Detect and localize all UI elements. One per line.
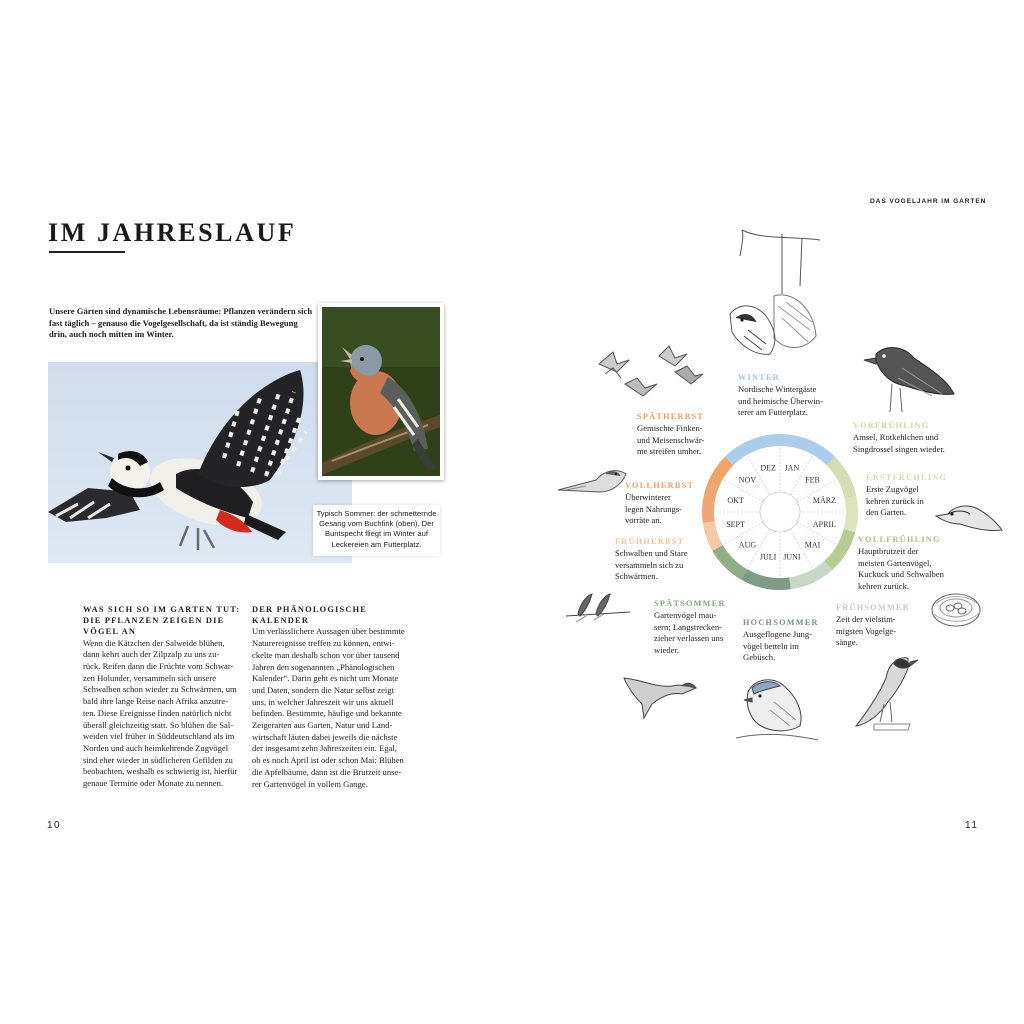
nest-sketch: [928, 586, 984, 630]
season-fruehsommer: [836, 602, 910, 649]
season-name: FRÜHHERBST: [615, 537, 685, 546]
swallow-sketch: [622, 670, 698, 720]
page-number-left: 10: [47, 820, 62, 831]
text-column-left: [83, 604, 247, 790]
wheel-month-label: JUNI: [783, 552, 801, 562]
season-winter: [738, 372, 823, 419]
title-underline: [49, 251, 125, 253]
running-head: DAS VOGELJAHR IM GARTEN: [870, 198, 987, 205]
column-heading: DER PHÄNOLOGISCHE KALENDER: [252, 605, 368, 626]
season-name: VOLLHERBST: [625, 481, 695, 490]
blackbird-sketch: [862, 338, 958, 416]
phenology-wheel: [700, 432, 860, 592]
season-vollherbst: [625, 480, 694, 527]
text-column-right: [252, 604, 416, 790]
warbler-sketch: [932, 494, 1004, 538]
column-body: Wenn die Kätzchen der Salweide blühen, dann kehrt auch der Zilpzalp zu uns zu- rück. Reifen dann die Früchte vom Schwar- zen Holunder, versammeln sich unsere Schwalben schon wieder zu Schwärmen, um bald ihre lange Reise nach Afrika anzutre- ten. Diese Ereignisse finden natürlich nicht überall gleichzeitig statt. So blühen die Sal- weiden viel früher in Süddeutschland als im Norden und auch heimkehrende Zugvögel sind eher wieder in südlicheren Gefilden zu beobachten, weshalb es schwierig ist, hierfür genaue Termine oder Monate zu nennen.: [83, 637, 238, 789]
column-body: Um verlässlichere Aussagen über bestimmte Naturereignisse treffen zu können, entwi- ckelte man deshalb schon vor über tausend Jahren den sogenannten „Phänologischen Kalender“. Darin geht es nicht um Monate und Daten, sondern die Natur selbst zeigt uns, in welcher Jahreszeit wir uns aktuell befinden. Bestimmte, häufige und bekannte Zeigerarten aus Garten, Natur und Land- wirtschaft läuten dabei jeweils die nächste der insgesamt zehn Jahreszeiten ein. Egal, ob es noch April ist oder schon Mai: Blühen die Apfelbäume, dann ist die Brutzeit unse- rer Gartenvögel in vollem Gange.: [252, 626, 405, 789]
season-desc: Gemischte Finken- und Meisenschwär- me streifen umher.: [637, 422, 705, 457]
season-desc: Nordische Wintergäste und heimische Überwin- terer am Futterplatz.: [738, 383, 823, 418]
intro-text: Unsere Gärten sind dynamische Lebensräume: Pflanzen verändern sich fast täglich – genauso die Vogelgesellschaft, da ist ständig Bewegung drin, auch noch mitten im Winter.: [49, 306, 313, 340]
page-title: IM JAHRESLAUF: [48, 218, 297, 247]
fieldfare-sketch: [556, 460, 628, 504]
season-name: HOCHSOMMER: [743, 618, 819, 627]
bluetit-sketch: [734, 672, 820, 746]
wheel-month-label: DEZ: [760, 463, 776, 473]
season-spaetherbst: [637, 411, 704, 458]
wheel-month-label: AUG: [738, 540, 757, 550]
wheel-month-label: FEB: [805, 475, 820, 485]
woodpecker-photo: [48, 362, 352, 563]
chaffinch-photo: [318, 303, 444, 480]
season-desc: Überwinterer legen Nahrungs- vorräte an.: [625, 491, 683, 526]
wheel-month-label: JAN: [784, 463, 800, 473]
season-desc: Zeit der vielstim- migsten Vogelge- sänge.: [836, 613, 897, 648]
wheel-season-segment: [844, 496, 858, 532]
season-hochsommer: [743, 617, 819, 664]
photo-caption: Typisch Sommer: der schmetternde Gesang vom Buchfink (oben). Der Buntspecht fliegt im Winter auf Leckereien am Futterplatz.: [313, 505, 440, 556]
page-number-right: 11: [965, 820, 979, 831]
season-vollfruehling: [858, 534, 944, 593]
season-desc: Schwalben und Stare versammeln sich zu Schwärmen.: [615, 547, 688, 582]
wheel-month-label: SEPT: [726, 519, 745, 529]
season-name: SPÄTHERBST: [637, 412, 705, 421]
season-name: FRÜHSOMMER: [836, 603, 910, 612]
wheel-month-label: MAI: [804, 540, 821, 550]
season-name: WINTER: [738, 373, 780, 382]
season-name: ERSTFRÜHLING: [866, 473, 948, 482]
woodpecker-feeder-sketch: [722, 226, 826, 366]
swallows-on-wire-sketch: [566, 590, 630, 622]
wheel-month-label: MÄRZ: [812, 496, 836, 506]
season-name: VOLLFRÜHLING: [858, 535, 941, 544]
column-heading: WAS SICH SO IM GARTEN TUT: DIE PFLANZEN ZEIGEN DIE VÖGEL AN: [83, 605, 241, 637]
wheel-month-label: NOV: [738, 475, 757, 485]
wheel-month-label: JULI: [759, 552, 777, 562]
season-desc: Gartenvögel mau- sern; Langstrecken- zieher verlassen uns wieder.: [654, 609, 724, 656]
season-desc: Hauptbrutzeit der meisten Gartenvögel, Kuckuck und Schwalben kehren zurück.: [858, 545, 944, 592]
season-name: VORFRÜHLING: [853, 421, 930, 430]
season-desc: Erste Zugvögel kehren zurück in den Garten.: [866, 483, 924, 518]
redstart-sketch: [850, 652, 920, 736]
finch-flock-sketch: [595, 344, 705, 406]
season-fruehherbst: [615, 536, 688, 583]
season-vorfruehling: [853, 420, 945, 455]
season-desc: Ausgeflogene Jung- vögel betteln im Gebüsch.: [743, 628, 812, 663]
wheel-month-label: OKT: [727, 496, 744, 506]
season-name: SPÄTSOMMER: [654, 599, 726, 608]
wheel-month-label: APRIL: [812, 519, 836, 529]
season-spaetsommer: [654, 598, 726, 657]
season-desc: Amsel, Rotkehlchen und Singdrossel singen wieder.: [853, 431, 945, 454]
